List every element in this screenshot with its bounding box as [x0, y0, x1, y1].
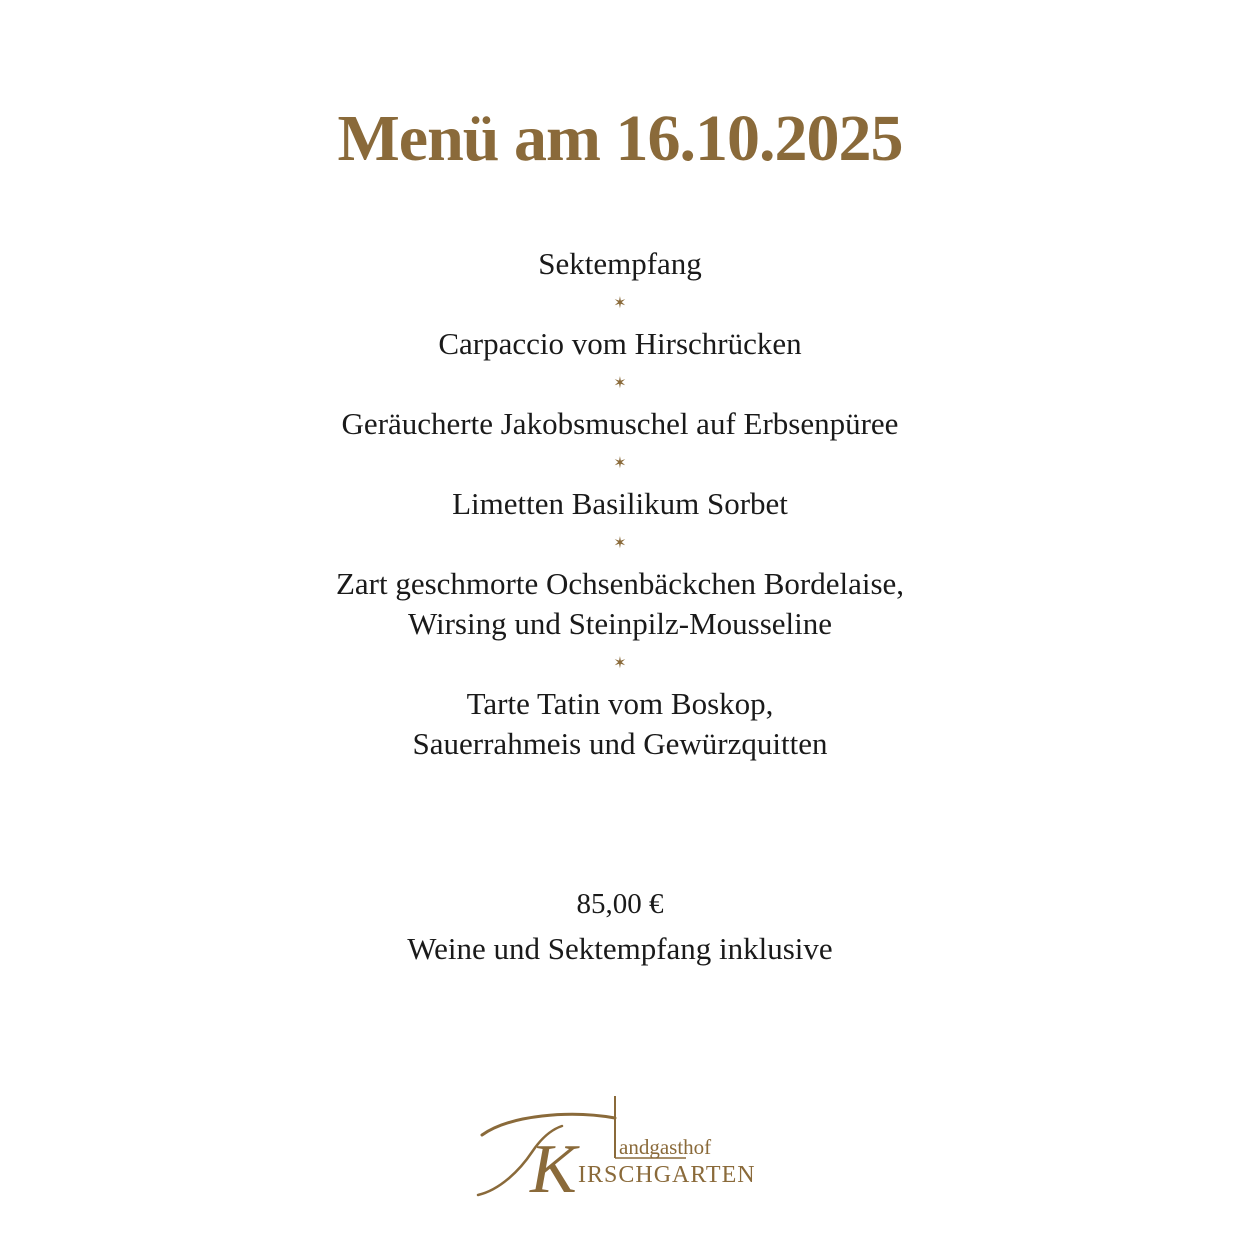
menu-title: Menü am 16.10.2025	[337, 102, 903, 176]
course-item	[0, 244, 1240, 284]
star-icon: ✶	[613, 535, 627, 552]
star-icon: ✶	[613, 455, 627, 472]
course-line: Sektempfang	[538, 246, 702, 281]
restaurant-logo	[470, 1090, 780, 1205]
course-item	[0, 484, 1240, 524]
course-item	[0, 564, 1240, 644]
course-item	[0, 684, 1240, 764]
course-line: Sauerrahmeis und Gewürzquitten	[412, 726, 828, 761]
course-list	[0, 244, 1240, 764]
course-line: Limetten Basilikum Sorbet	[452, 486, 788, 521]
course-line: Carpaccio vom Hirschrücken	[438, 326, 802, 361]
logo-line2: IRSCHGARTEN	[578, 1162, 756, 1188]
course-line: Geräucherte Jakobsmuschel auf Erbsenpüree	[341, 406, 899, 441]
course-item	[0, 324, 1240, 364]
menu-price: 85,00 €	[576, 888, 664, 920]
price-note: Weine und Sektempfang inklusive	[407, 931, 833, 966]
course-line: Wirsing und Steinpilz-Mousseline	[407, 606, 833, 641]
logo-line1: andgasthof	[619, 1135, 712, 1159]
course-item	[0, 404, 1240, 444]
star-icon: ✶	[613, 655, 627, 672]
logo-letter-k: K	[530, 1131, 577, 1205]
star-icon: ✶	[613, 295, 627, 312]
course-line: Zart geschmorte Ochsenbäckchen Bordelaise,	[335, 566, 905, 601]
star-icon: ✶	[613, 375, 627, 392]
course-line: Tarte Tatin vom Boskop,	[466, 686, 774, 721]
